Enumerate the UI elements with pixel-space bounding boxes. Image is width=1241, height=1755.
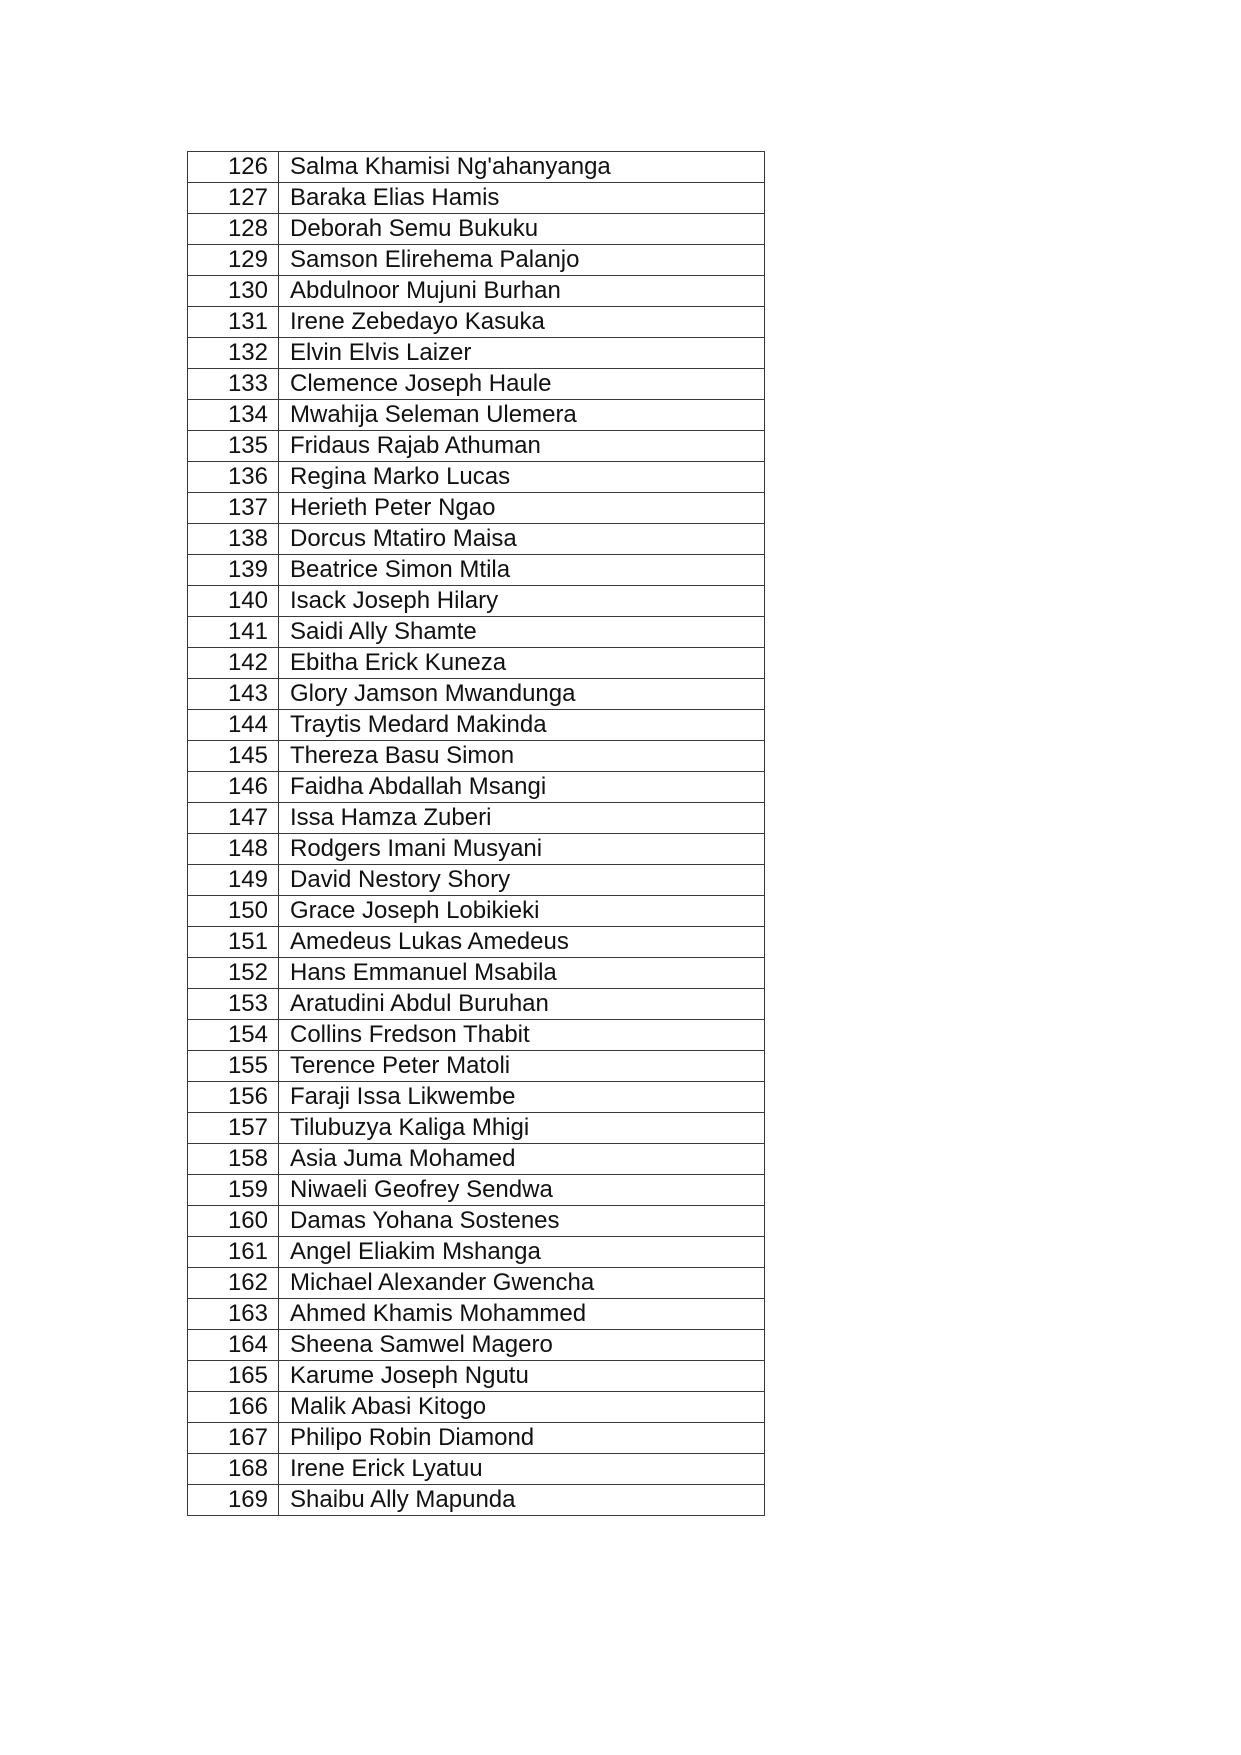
- table-row: [188, 1361, 765, 1392]
- table-row: [188, 1299, 765, 1330]
- person-name: Philipo Robin Diamond: [279, 1423, 765, 1454]
- row-number: 153: [188, 989, 279, 1020]
- table-row: [188, 1454, 765, 1485]
- person-name: Michael Alexander Gwencha: [279, 1268, 765, 1299]
- person-name: Irene Zebedayo Kasuka: [279, 307, 765, 338]
- person-name: Ebitha Erick Kuneza: [279, 648, 765, 679]
- row-number: 169: [188, 1485, 279, 1516]
- person-name: Niwaeli Geofrey Sendwa: [279, 1175, 765, 1206]
- person-name: Faidha Abdallah Msangi: [279, 772, 765, 803]
- row-number: 155: [188, 1051, 279, 1082]
- table-row: [188, 834, 765, 865]
- table-row: [188, 1268, 765, 1299]
- person-name: Damas Yohana Sostenes: [279, 1206, 765, 1237]
- name-list-body: [188, 152, 765, 1516]
- person-name: Dorcus Mtatiro Maisa: [279, 524, 765, 555]
- person-name: Issa Hamza Zuberi: [279, 803, 765, 834]
- row-number: 145: [188, 741, 279, 772]
- row-number: 138: [188, 524, 279, 555]
- row-number: 127: [188, 183, 279, 214]
- table-row: [188, 710, 765, 741]
- table-row: [188, 1082, 765, 1113]
- row-number: 133: [188, 369, 279, 400]
- table-row: [188, 1020, 765, 1051]
- person-name: Elvin Elvis Laizer: [279, 338, 765, 369]
- person-name: Beatrice Simon Mtila: [279, 555, 765, 586]
- table-row: [188, 462, 765, 493]
- table-row: [188, 245, 765, 276]
- person-name: Hans Emmanuel Msabila: [279, 958, 765, 989]
- table-row: [188, 617, 765, 648]
- row-number: 164: [188, 1330, 279, 1361]
- row-number: 160: [188, 1206, 279, 1237]
- row-number: 146: [188, 772, 279, 803]
- row-number: 140: [188, 586, 279, 617]
- table-row: [188, 1423, 765, 1454]
- table-row: [188, 1051, 765, 1082]
- person-name: Saidi Ally Shamte: [279, 617, 765, 648]
- table-row: [188, 152, 765, 183]
- row-number: 162: [188, 1268, 279, 1299]
- table-row: [188, 1175, 765, 1206]
- person-name: Clemence Joseph Haule: [279, 369, 765, 400]
- table-row: [188, 307, 765, 338]
- row-number: 165: [188, 1361, 279, 1392]
- person-name: Samson Elirehema Palanjo: [279, 245, 765, 276]
- table-row: [188, 896, 765, 927]
- person-name: Faraji Issa Likwembe: [279, 1082, 765, 1113]
- table-row: [188, 524, 765, 555]
- row-number: 134: [188, 400, 279, 431]
- table-row: [188, 555, 765, 586]
- row-number: 142: [188, 648, 279, 679]
- row-number: 128: [188, 214, 279, 245]
- row-number: 139: [188, 555, 279, 586]
- row-number: 135: [188, 431, 279, 462]
- person-name: Abdulnoor Mujuni Burhan: [279, 276, 765, 307]
- person-name: Traytis Medard Makinda: [279, 710, 765, 741]
- row-number: 161: [188, 1237, 279, 1268]
- person-name: Angel Eliakim Mshanga: [279, 1237, 765, 1268]
- table-row: [188, 679, 765, 710]
- table-row: [188, 369, 765, 400]
- person-name: Mwahija Seleman Ulemera: [279, 400, 765, 431]
- row-number: 159: [188, 1175, 279, 1206]
- person-name: Isack Joseph Hilary: [279, 586, 765, 617]
- table-row: [188, 276, 765, 307]
- table-row: [188, 865, 765, 896]
- person-name: Shaibu Ally Mapunda: [279, 1485, 765, 1516]
- row-number: 129: [188, 245, 279, 276]
- name-list-table: [187, 151, 765, 1516]
- table-row: [188, 1237, 765, 1268]
- row-number: 168: [188, 1454, 279, 1485]
- table-row: [188, 431, 765, 462]
- person-name: Malik Abasi Kitogo: [279, 1392, 765, 1423]
- row-number: 158: [188, 1144, 279, 1175]
- person-name: Rodgers Imani Musyani: [279, 834, 765, 865]
- table-row: [188, 1144, 765, 1175]
- table-row: [188, 958, 765, 989]
- table-row: [188, 493, 765, 524]
- person-name: Grace Joseph Lobikieki: [279, 896, 765, 927]
- row-number: 150: [188, 896, 279, 927]
- table-row: [188, 648, 765, 679]
- table-row: [188, 927, 765, 958]
- person-name: Irene Erick Lyatuu: [279, 1454, 765, 1485]
- row-number: 126: [188, 152, 279, 183]
- person-name: Karume Joseph Ngutu: [279, 1361, 765, 1392]
- row-number: 157: [188, 1113, 279, 1144]
- row-number: 130: [188, 276, 279, 307]
- row-number: 152: [188, 958, 279, 989]
- person-name: Fridaus Rajab Athuman: [279, 431, 765, 462]
- row-number: 149: [188, 865, 279, 896]
- table-row: [188, 586, 765, 617]
- person-name: Ahmed Khamis Mohammed: [279, 1299, 765, 1330]
- row-number: 148: [188, 834, 279, 865]
- person-name: Tilubuzya Kaliga Mhigi: [279, 1113, 765, 1144]
- person-name: Regina Marko Lucas: [279, 462, 765, 493]
- person-name: Terence Peter Matoli: [279, 1051, 765, 1082]
- table-row: [188, 772, 765, 803]
- row-number: 141: [188, 617, 279, 648]
- person-name: Salma Khamisi Ng'ahanyanga: [279, 152, 765, 183]
- table-row: [188, 338, 765, 369]
- table-row: [188, 1330, 765, 1361]
- person-name: Aratudini Abdul Buruhan: [279, 989, 765, 1020]
- person-name: Thereza Basu Simon: [279, 741, 765, 772]
- row-number: 132: [188, 338, 279, 369]
- person-name: David Nestory Shory: [279, 865, 765, 896]
- person-name: Sheena Samwel Magero: [279, 1330, 765, 1361]
- table-row: [188, 803, 765, 834]
- row-number: 163: [188, 1299, 279, 1330]
- table-row: [188, 741, 765, 772]
- table-row: [188, 989, 765, 1020]
- person-name: Collins Fredson Thabit: [279, 1020, 765, 1051]
- row-number: 136: [188, 462, 279, 493]
- row-number: 151: [188, 927, 279, 958]
- table-row: [188, 1392, 765, 1423]
- row-number: 167: [188, 1423, 279, 1454]
- row-number: 144: [188, 710, 279, 741]
- table-row: [188, 1206, 765, 1237]
- row-number: 143: [188, 679, 279, 710]
- table-row: [188, 1485, 765, 1516]
- table-row: [188, 183, 765, 214]
- person-name: Baraka Elias Hamis: [279, 183, 765, 214]
- person-name: Amedeus Lukas Amedeus: [279, 927, 765, 958]
- person-name: Asia Juma Mohamed: [279, 1144, 765, 1175]
- table-row: [188, 1113, 765, 1144]
- row-number: 131: [188, 307, 279, 338]
- row-number: 147: [188, 803, 279, 834]
- row-number: 156: [188, 1082, 279, 1113]
- table-row: [188, 400, 765, 431]
- person-name: Deborah Semu Bukuku: [279, 214, 765, 245]
- row-number: 154: [188, 1020, 279, 1051]
- table-row: [188, 214, 765, 245]
- row-number: 166: [188, 1392, 279, 1423]
- person-name: Herieth Peter Ngao: [279, 493, 765, 524]
- row-number: 137: [188, 493, 279, 524]
- person-name: Glory Jamson Mwandunga: [279, 679, 765, 710]
